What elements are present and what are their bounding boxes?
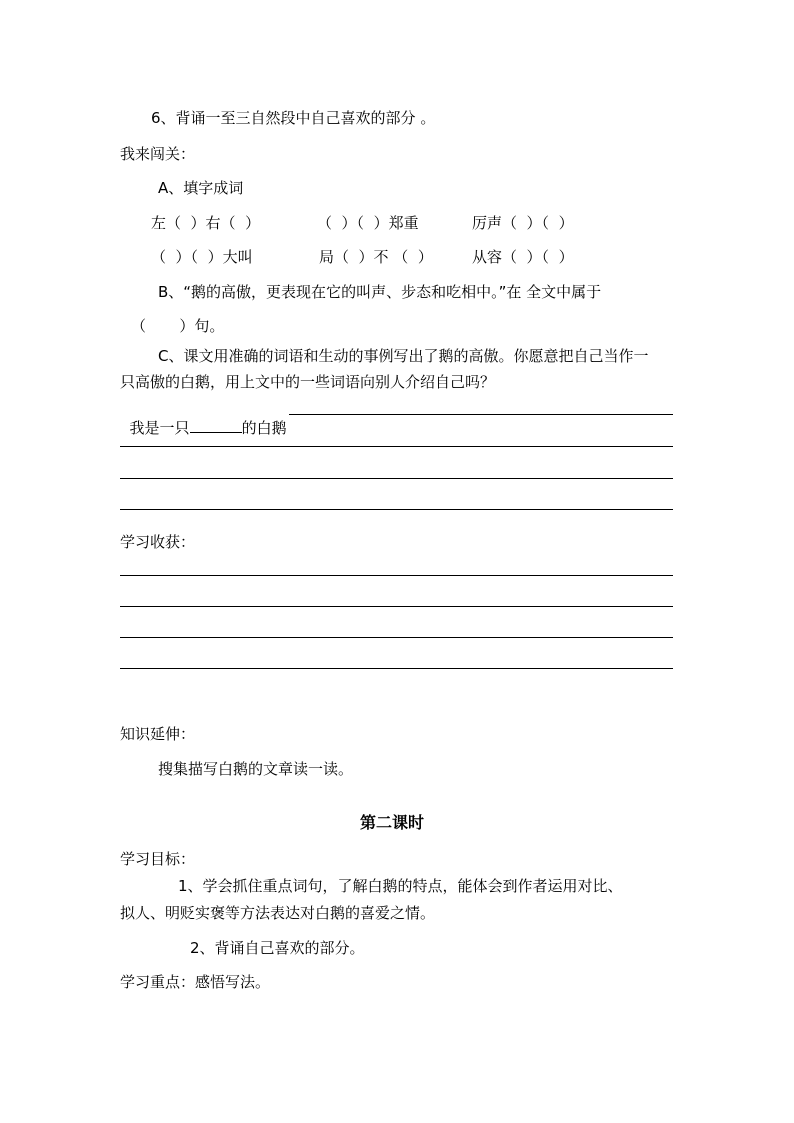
goal-1-line1: 1、学会抓住重点词句，了解白鹅的特点，能体会到作者运用对比、 bbox=[178, 877, 623, 895]
focus: 学习重点：感悟写法。 bbox=[120, 973, 271, 991]
fill-word-2: （ ）（ ）郑重 bbox=[317, 214, 419, 232]
section-c-line1: C、课文用准确的词语和生动的事例写出了鹅的高傲。你愿意把自己当作一 bbox=[158, 347, 649, 365]
section-b-line2: （ ）句。 bbox=[131, 317, 225, 335]
c-prompt-start: 我是一只 bbox=[129, 419, 190, 437]
section-a-title: A、填字成词 bbox=[158, 179, 244, 197]
section-b-line1: B、“鹅的高傲，更表现在它的叫声、步态和吃相中。”在 全文中属于 bbox=[158, 283, 602, 301]
answer-line[interactable] bbox=[120, 509, 673, 510]
answer-line[interactable] bbox=[120, 446, 673, 447]
c-prompt-end: 的白鹅 bbox=[241, 419, 287, 437]
fill-word-6: 从容（ ）（ ） bbox=[472, 248, 574, 266]
fill-word-3: 厉声（ ）（ ） bbox=[472, 214, 574, 232]
extend-text: 搜集描写白鹅的文章读一读。 bbox=[158, 760, 354, 778]
challenge-title: 我来闯关： bbox=[120, 145, 196, 163]
harvest-title: 学习收获： bbox=[120, 533, 196, 551]
goal-1-line2: 拟人、明贬实褒等方法表达对白鹅的喜爱之情。 bbox=[120, 904, 436, 922]
answer-line[interactable] bbox=[120, 478, 673, 479]
fill-word-1: 左（ ）右（ ） bbox=[151, 214, 261, 232]
answer-line-inline[interactable] bbox=[289, 400, 673, 415]
lesson2-title: 第二课时 bbox=[360, 813, 425, 832]
harvest-line[interactable] bbox=[120, 637, 673, 638]
goal-2: 2、背诵自己喜欢的部分。 bbox=[190, 939, 365, 957]
fill-word-4: （ ）（ ）大叫 bbox=[151, 248, 253, 266]
harvest-line[interactable] bbox=[120, 668, 673, 669]
blank-fill[interactable] bbox=[190, 418, 242, 433]
section-c-line2: 只高傲的白鹅，用上文中的一些词语向别人介绍自己吗？ bbox=[120, 373, 496, 391]
fill-word-5: 局（ ）不 （ ） bbox=[319, 248, 433, 266]
goal-title: 学习目标： bbox=[120, 850, 196, 868]
item-6: 6、背诵一至三自然段中自己喜欢的部分 。 bbox=[151, 109, 436, 127]
harvest-line[interactable] bbox=[120, 575, 673, 576]
c-prompt bbox=[120, 398, 287, 438]
extend-title: 知识延伸： bbox=[120, 725, 196, 743]
harvest-line[interactable] bbox=[120, 606, 673, 607]
